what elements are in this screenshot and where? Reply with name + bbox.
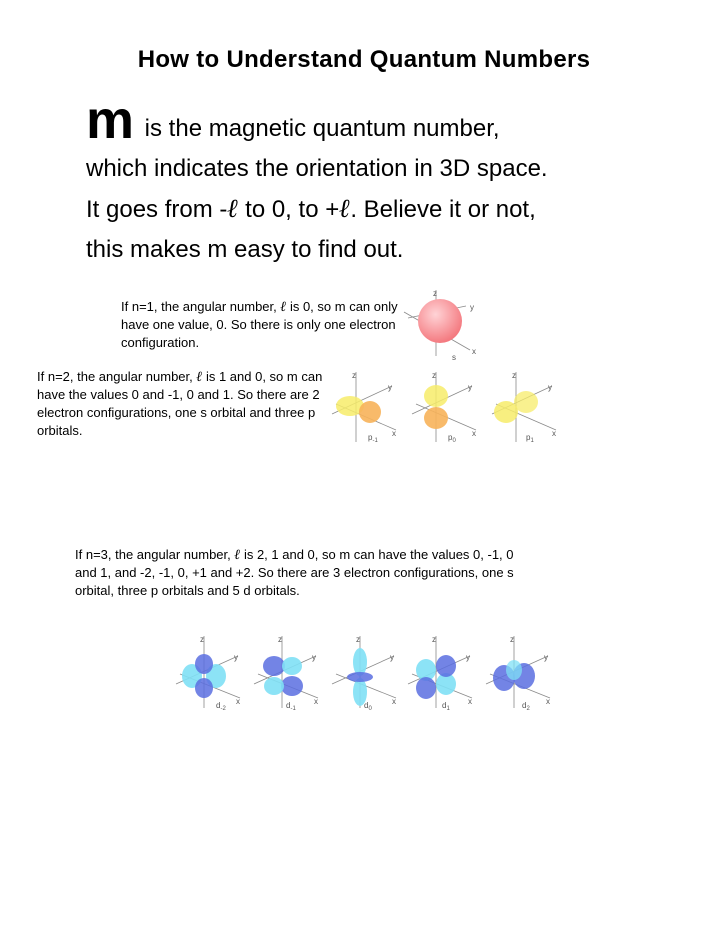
svg-text:x: x bbox=[472, 429, 476, 438]
ell-symbol: ℓ bbox=[339, 194, 351, 224]
orbital-label: s bbox=[452, 353, 456, 362]
svg-text:y: y bbox=[234, 653, 238, 662]
paragraph-n2: If n=2, the angular number, ℓ is 1 and 0, so m can have the values 0 and -1, 0 and 1. So there are 2 electron configurations, one s orbital and three p orbitals. bbox=[37, 369, 323, 438]
svg-text:z: z bbox=[278, 635, 282, 644]
svg-text:y: y bbox=[390, 653, 394, 662]
big-m-letter: m bbox=[86, 90, 135, 150]
svg-text:x: x bbox=[552, 429, 556, 438]
d-orbital-diagram-m2 bbox=[484, 632, 556, 712]
svg-text:x: x bbox=[314, 697, 318, 706]
svg-text:x: x bbox=[236, 697, 240, 706]
d-orbital-diagram-m-1 bbox=[252, 632, 324, 712]
page-title: How to Understand Quantum Numbers bbox=[137, 46, 591, 73]
intro-line-2: which indicates the orientation in 3D space. bbox=[86, 155, 548, 182]
ell-symbol: ℓ bbox=[234, 547, 241, 563]
paragraph-n1: If n=1, the angular number, ℓ is 0, so m can only have one value, 0. So there is only one electron configuration. bbox=[121, 299, 398, 350]
s-orbital-diagram bbox=[400, 288, 490, 362]
svg-text:z: z bbox=[200, 635, 204, 644]
svg-text:p1: $p_1$ bbox=[526, 433, 534, 444]
svg-text:z: z bbox=[433, 289, 437, 298]
p-orbital-diagram-m-1 bbox=[330, 368, 400, 446]
svg-text:d0: $d_0$ bbox=[364, 701, 372, 712]
svg-text:y: y bbox=[468, 383, 472, 392]
svg-text:z: z bbox=[432, 371, 436, 380]
svg-text:z: z bbox=[432, 635, 436, 644]
svg-text:p-1: $p_{-1}$ bbox=[368, 433, 378, 444]
svg-text:x: x bbox=[392, 697, 396, 706]
intro-line-4: this makes m easy to find out. bbox=[86, 236, 404, 263]
d-orbital-diagram-m1 bbox=[406, 632, 478, 712]
svg-text:p0: $p_0$ bbox=[448, 433, 456, 444]
svg-text:d1: $d_1$ bbox=[442, 701, 450, 712]
intro-line-1: m is the magnetic quantum number, bbox=[86, 90, 500, 150]
svg-text:x: x bbox=[546, 697, 550, 706]
svg-text:y: y bbox=[548, 383, 552, 392]
ell-symbol: ℓ bbox=[280, 299, 287, 315]
d-orbital-diagram-m-2 bbox=[174, 632, 246, 712]
svg-text:x: x bbox=[472, 347, 476, 356]
intro-text bbox=[86, 90, 706, 270]
svg-text:z: z bbox=[510, 635, 514, 644]
p-orbital-diagram-m1 bbox=[490, 368, 560, 446]
s-orbital-sphere bbox=[418, 299, 462, 343]
svg-text:x: x bbox=[392, 429, 396, 438]
svg-text:z: z bbox=[356, 635, 360, 644]
d-orbital-diagram-m0 bbox=[330, 632, 402, 712]
svg-text:y: y bbox=[312, 653, 316, 662]
svg-text:d-2: $d_{-2}$ bbox=[216, 701, 226, 712]
svg-text:y: y bbox=[544, 653, 548, 662]
ell-symbol: ℓ bbox=[227, 194, 239, 224]
intro-line-3: It goes from -ℓ to 0, to +ℓ. Believe it or not, bbox=[86, 194, 536, 224]
svg-text:y: y bbox=[388, 383, 392, 392]
p-orbital-diagram-m0 bbox=[410, 368, 480, 446]
svg-text:z: z bbox=[512, 371, 516, 380]
paragraph-n3: If n=3, the angular number, ℓ is 2, 1 and 0, so m can have the values 0, -1, 0 and 1, and -2, -1, 0, +1 and +2. So there are 3 electron configurations, one s orbital, three p orbitals and 5 d orbitals. bbox=[75, 547, 514, 598]
svg-text:z: z bbox=[352, 371, 356, 380]
ell-symbol: ℓ bbox=[196, 369, 203, 385]
svg-text:x: x bbox=[468, 697, 472, 706]
svg-text:y: y bbox=[466, 653, 470, 662]
svg-text:d-1: $d_{-1}$ bbox=[286, 701, 296, 712]
svg-text:d2: $d_2$ bbox=[522, 701, 530, 712]
svg-text:y: y bbox=[470, 303, 474, 312]
